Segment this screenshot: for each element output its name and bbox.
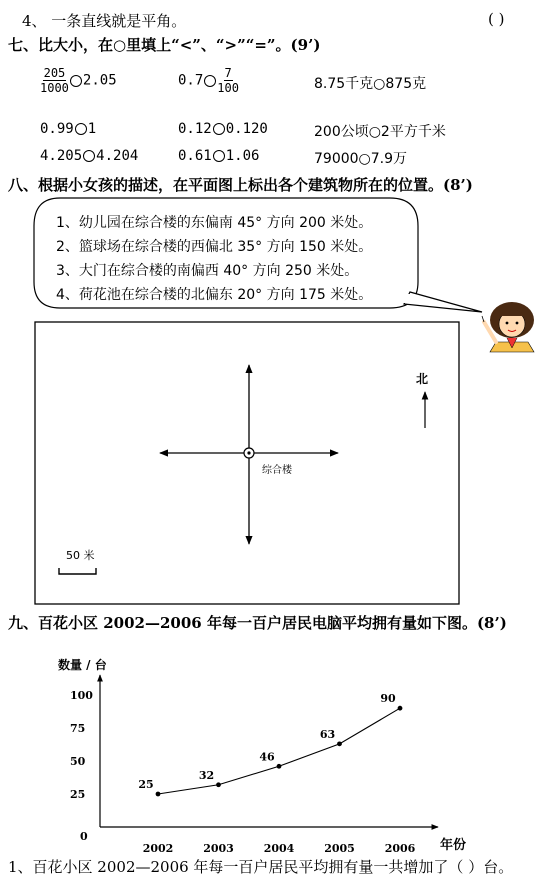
compare-r2-c: 200公顷○2平方千米 [314,124,446,140]
compare-value: 0.7 [178,72,204,89]
data-point [398,706,403,711]
y-tick-label: 100 [70,689,93,702]
x-axis-label: 年份 [440,838,467,853]
x-tick-label: 2006 [384,842,416,855]
fraction-den: 100 [217,81,239,95]
fraction-den: 1000 [40,81,69,95]
question-1: 1、百花小区 2002—2006 年每一百户居民平均拥有量一共增加了（ ）台。 [8,858,514,876]
center-building-label: 综合楼 [262,465,292,476]
data-label: 63 [319,727,336,741]
answer-paren[interactable]: ( ) [488,10,505,28]
question-4: 4、 一条直线就是平角。 [22,12,187,30]
data-label: 25 [138,778,154,791]
compare-r3-c: 79000○7.9万 [314,151,408,167]
section-7-title: 七、比大小，在○里填上“<”、“>”“=”。(9’) [8,36,321,54]
data-point [337,741,342,746]
y-tick-label: 0 [80,830,88,843]
x-tick-label: 2003 [203,842,234,855]
compare-r3-a: 4.205 4.204 [40,148,139,164]
fraction-num: 7 [224,66,232,80]
y-tick-label: 50 [70,755,86,768]
compare-r3-b: 0.61 1.06 [178,148,260,164]
x-tick-label: 2005 [324,842,355,855]
bubble-line-4: 4、荷花池在综合楼的北偏东 20° 方向 175 米处。 [56,287,373,303]
y-tick-label: 75 [70,722,86,735]
data-point [277,764,282,769]
fraction-num: 205 [43,66,66,80]
bubble-line-2: 2、篮球场在综合楼的西偏北 35° 方向 150 米处。 [56,239,373,255]
compare-r1-c: 8.75千克○875克 [314,76,427,92]
x-tick-label: 2002 [142,842,174,855]
data-label: 32 [198,768,215,782]
section-8-title: 八、根据小女孩的描述，在平面图上标出各个建筑物所在的位置。(8’) [8,176,473,194]
data-label: 46 [259,750,275,764]
series-line [158,708,400,794]
line-chart [0,640,560,860]
bubble-line-3: 3、大门在综合楼的南偏西 40° 方向 250 米处。 [56,263,359,279]
y-axis-label: 数量 / 台 [58,658,107,672]
y-tick-label: 25 [70,788,86,801]
compare-r2-a: 0.99 1 [40,121,97,137]
data-label: 90 [380,692,396,706]
scale-bar [59,568,96,574]
map-frame [35,322,459,604]
compare-value: 2.05 [82,72,117,89]
data-point [216,782,221,787]
scale-label: 50 米 [66,549,95,562]
bubble-line-1: 1、幼儿园在综合楼的东偏南 45° 方向 200 米处。 [56,215,373,231]
data-point [156,792,161,797]
north-label: 北 [416,372,429,386]
section-9-title: 九、百花小区 2002—2006 年每一百户居民电脑平均拥有量如下图。(8’) [8,614,507,632]
compare-r2-b: 0.12 0.120 [178,121,268,137]
x-tick-label: 2004 [263,842,295,855]
